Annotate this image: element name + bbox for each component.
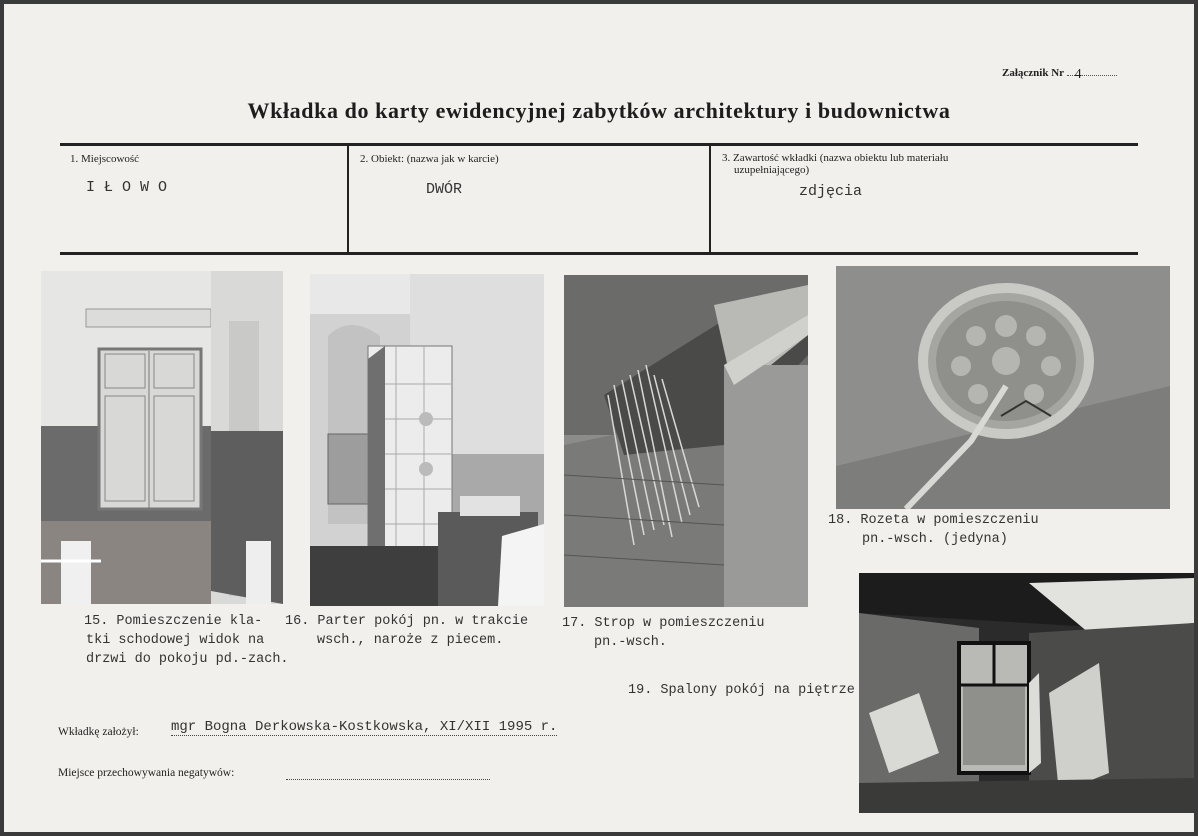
author-value-text: mgr Bogna Derkowska-Kostkowska, XI/XII 1995 r.	[171, 719, 558, 735]
table-top-rule	[60, 143, 1138, 146]
place-value: I Ł O W O	[86, 179, 168, 196]
attachment-label: Załącznik Nr	[1002, 67, 1064, 79]
content-label-line-2: uzupełniającego)	[734, 164, 810, 176]
object-label: 2. Obiekt: (nazwa jak w karcie)	[360, 153, 499, 165]
negatives-label: Miejsce przechowywania negatywów:	[58, 767, 235, 779]
caption-18-line-1: 18. Rozeta w pomieszczeniu	[828, 513, 1039, 528]
photo-18-rosette	[836, 266, 1170, 509]
caption-photo-17	[562, 614, 765, 652]
negatives-value-line	[286, 779, 490, 780]
caption-15-line-3: drzwi do pokoju pd.-zach.	[86, 652, 289, 667]
page-title: Wkładka do karty ewidencyjnej zabytków architektury i budownictwa	[247, 98, 951, 123]
photo-17-ceiling	[564, 275, 808, 607]
table-divider-2	[709, 145, 711, 253]
table-bottom-rule	[60, 252, 1138, 255]
photo-16-stove-room	[310, 274, 544, 606]
content-label-line-1: 3. Zawartość wkładki (nazwa obiektu lub materiału	[722, 152, 949, 164]
attachment-value: 4	[1074, 67, 1082, 82]
caption-photo-16	[285, 612, 528, 650]
caption-15-line-2: tki schodowej widok na	[86, 633, 265, 648]
author-value	[171, 719, 557, 736]
caption-photo-18	[828, 511, 1039, 549]
photo-19-burnt-room	[859, 573, 1194, 813]
table-divider-1	[347, 145, 349, 253]
place-label: 1. Miejscowość	[70, 153, 140, 165]
caption-photo-19	[628, 683, 859, 698]
object-value: DWÓR	[426, 181, 463, 198]
author-label: Wkładkę założył:	[58, 726, 139, 738]
caption-17-line-1: 17. Strop w pomieszczeniu	[562, 616, 765, 631]
content-value: zdjęcia	[799, 183, 863, 200]
caption-16-line-1: 16. Parter pokój pn. w trakcie	[285, 614, 529, 629]
inventory-card-insert	[4, 4, 1194, 832]
caption-19-line-1: 19. Spalony pokój na piętrze	[628, 683, 855, 698]
photo-15-stairwell	[41, 271, 283, 604]
attachment-number	[1002, 67, 1117, 82]
caption-17-line-2: pn.-wsch.	[594, 635, 667, 650]
caption-18-line-2: pn.-wsch. (jedyna)	[862, 532, 1008, 547]
caption-16-line-2: wsch., naroże z piecem.	[317, 633, 504, 648]
caption-15-line-1: 15. Pomieszczenie kla-	[84, 614, 263, 629]
caption-photo-15	[84, 612, 289, 669]
